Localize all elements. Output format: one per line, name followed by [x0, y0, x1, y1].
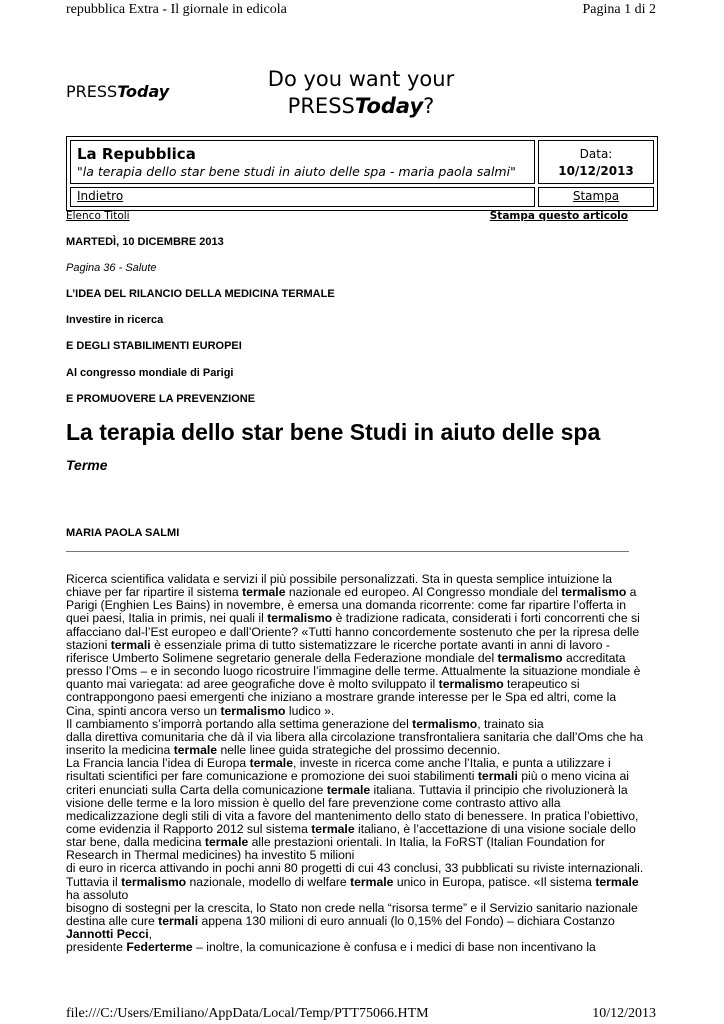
- body-line: Ricerca scientifica validata e servizi il più possibile personalizzati. Sta in questa semplice intuizione la: [66, 572, 612, 586]
- back-link[interactable]: Indietro: [77, 189, 124, 203]
- body-line: Tuttavia il termalismo nazionale, modello di welfare termale unico in Europa, patisce. «Il sistema termale: [66, 874, 639, 889]
- article-title-quote: "la terapia dello star bene studi in aiuto delle spa - maria paola salmi": [77, 164, 516, 179]
- date-value: 10/12/2013: [558, 164, 634, 178]
- promo-line-1: Do you want your: [267, 67, 455, 91]
- kicker-3: E DEGLI STABILIMENTI EUROPEI: [66, 340, 242, 352]
- logo-prefix: PRESS: [66, 82, 118, 101]
- print-footer-date: 10/12/2013: [592, 1006, 656, 1021]
- body-line: visione delle terme e la loro mission è quello del fare prevenzione come contrasto attivo alla: [66, 795, 561, 810]
- publication-cell: [70, 140, 535, 184]
- body-line: destina alle cure termali appena 130 milioni di euro annuali (lo 0,15% del Fondo) – dichiara Costanzo: [66, 914, 615, 929]
- promo-suffix: ?: [423, 94, 435, 118]
- print-link[interactable]: Stampa: [572, 189, 620, 203]
- body-line: bisogno di sostegni per la crescita, lo Stato non crede nella “risorsa terme” e il Servizio sanitario nazionale: [66, 900, 638, 915]
- body-line: quanto mai variegata: ad aree geografiche dove è molto sviluppato il termalismo terapeutico si: [66, 677, 580, 692]
- promo-line-2: [236, 93, 486, 120]
- logo-emphasis: Today: [117, 82, 170, 101]
- body-line: come evidenzia il Rapporto 2012 sul sistema termale italiano, è l’accettazione di una visione sociale dello: [66, 821, 636, 836]
- body-line: dalla direttiva comunitaria che dà il via libera alla circolazione transfrontaliera sanitaria che dall’Oms che ha: [66, 729, 644, 744]
- body-line: inserito la medicina termale nelle linee guida strategiche del prossimo decennio.: [66, 743, 501, 758]
- publication-name: La Repubblica: [77, 145, 196, 163]
- back-cell: [70, 187, 535, 207]
- promo-emphasis: Today: [354, 94, 424, 118]
- body-line: presso l’Oms – e in secondo luogo ricostruire l’immagine delle terme. Attualmente la situazione mondiale è: [66, 664, 641, 679]
- body-line: quei paesi, Italia in primis, nei quali il termalismo è tradizione radicata, considerati i forti concorrenti che si: [66, 611, 640, 626]
- print-footer-path: file:///C:/Users/Emiliano/AppData/Local/Temp/PTT75066.HTM: [66, 1006, 429, 1021]
- article-body: [66, 572, 644, 955]
- date-cell: [538, 140, 654, 184]
- kicker-2: Investire in ricerca: [66, 314, 164, 326]
- date-label: Data:: [579, 147, 613, 161]
- divider: [66, 551, 629, 552]
- body-line: Parigi (Enghien Les Bains) in novembre, è emersa una domanda ricorrente: come far ripartire l’offerta in: [66, 598, 626, 613]
- article-author: MARIA PAOLA SALMI: [66, 527, 180, 539]
- body-line: stazioni termali è essenziale prima di tutto sistematizzare le ricerche portate avanti in anni di lavoro -: [66, 637, 610, 652]
- kicker-4: Al congresso mondiale di Parigi: [66, 367, 234, 379]
- page-section: Pagina 36 - Salute: [66, 262, 157, 274]
- kicker-1: L’IDEA DEL RILANCIO DELLA MEDICINA TERMALE: [66, 288, 335, 300]
- body-line: risultati scientifici per fare comunicazione e promozione dei suoi stabilimenti termali più o meno vicina ai: [66, 769, 629, 784]
- print-header-page-number: Pagina 1 di 2: [582, 2, 656, 17]
- body-line: riferisce Umberto Solimene segretario generale della Federazione mondiale del termalismo accreditata: [66, 650, 626, 665]
- body-line: ha assoluto: [66, 887, 129, 902]
- presstoday-logo[interactable]: [66, 82, 169, 101]
- body-line: Jannotti Pecci,: [66, 927, 153, 942]
- body-line: Il cambiamento s’imporrà portando alla settima generazione del termalismo, trainato sia: [66, 716, 544, 731]
- body-line: contrappongono paesi emergenti che iniziano a mostrare grande interesse per le Spa ed altri, come la: [66, 690, 617, 705]
- print-header-title: repubblica Extra - Il giornale in edicola: [66, 2, 287, 17]
- kicker-5: E PROMUOVERE LA PREVENZIONE: [66, 393, 256, 405]
- body-line: di euro in ricerca attivando in pochi anni 80 progetti di cui 43 conclusi, 33 pubblicati su riviste internazionali.: [66, 861, 644, 876]
- body-line: criteri enunciati sulla Carta della comunicazione termale italiana. Tuttavia il principio che rivoluzionerà la: [66, 782, 628, 797]
- promo-banner[interactable]: [236, 66, 486, 120]
- article-section: Terme: [66, 457, 108, 473]
- body-line: chiave per far ripartire il sistema termale nazionale ed europeo. Al Congresso mondiale del termalismo a: [66, 585, 637, 600]
- body-line: star bene, dalla medicina termale alle prestazioni orientali. In Italia, la FoRST (Italian Foundation for: [66, 835, 606, 850]
- body-line: affacciano dal-l’Est europeo e dall’Oriente? «Tutti hanno concordemente sostenuto che per la ripresa delle: [66, 624, 640, 639]
- print-cell: [538, 187, 654, 207]
- promo-prefix: PRESS: [287, 94, 355, 118]
- body-line: Cina, spinti ancora verso un termalismo ludico ».: [66, 703, 335, 718]
- article-headline: La terapia dello star bene Studi in aiuto delle spa: [66, 419, 601, 445]
- article-date: MARTEDÌ, 10 DICEMBRE 2013: [66, 236, 224, 248]
- body-line: Research in Thermal medicines) ha investito 5 milioni: [66, 848, 355, 863]
- body-line: La Francia lancia l’idea di Europa termale, investe in ricerca come anche l’Italia, e punta a utilizzare i: [66, 756, 611, 771]
- article-info-box: [66, 136, 658, 211]
- print-article-link[interactable]: Stampa questo articolo: [489, 210, 628, 222]
- body-line: presidente Federterme – inoltre, la comunicazione è confusa e i medici di base non incentivano la: [66, 940, 596, 955]
- titles-list-link[interactable]: Elenco Titoli: [66, 210, 130, 222]
- body-line: medicalizzazione degli stili di vita a favore del mantenimento dello stato di benessere. In pratica l’obiettivo,: [66, 808, 639, 823]
